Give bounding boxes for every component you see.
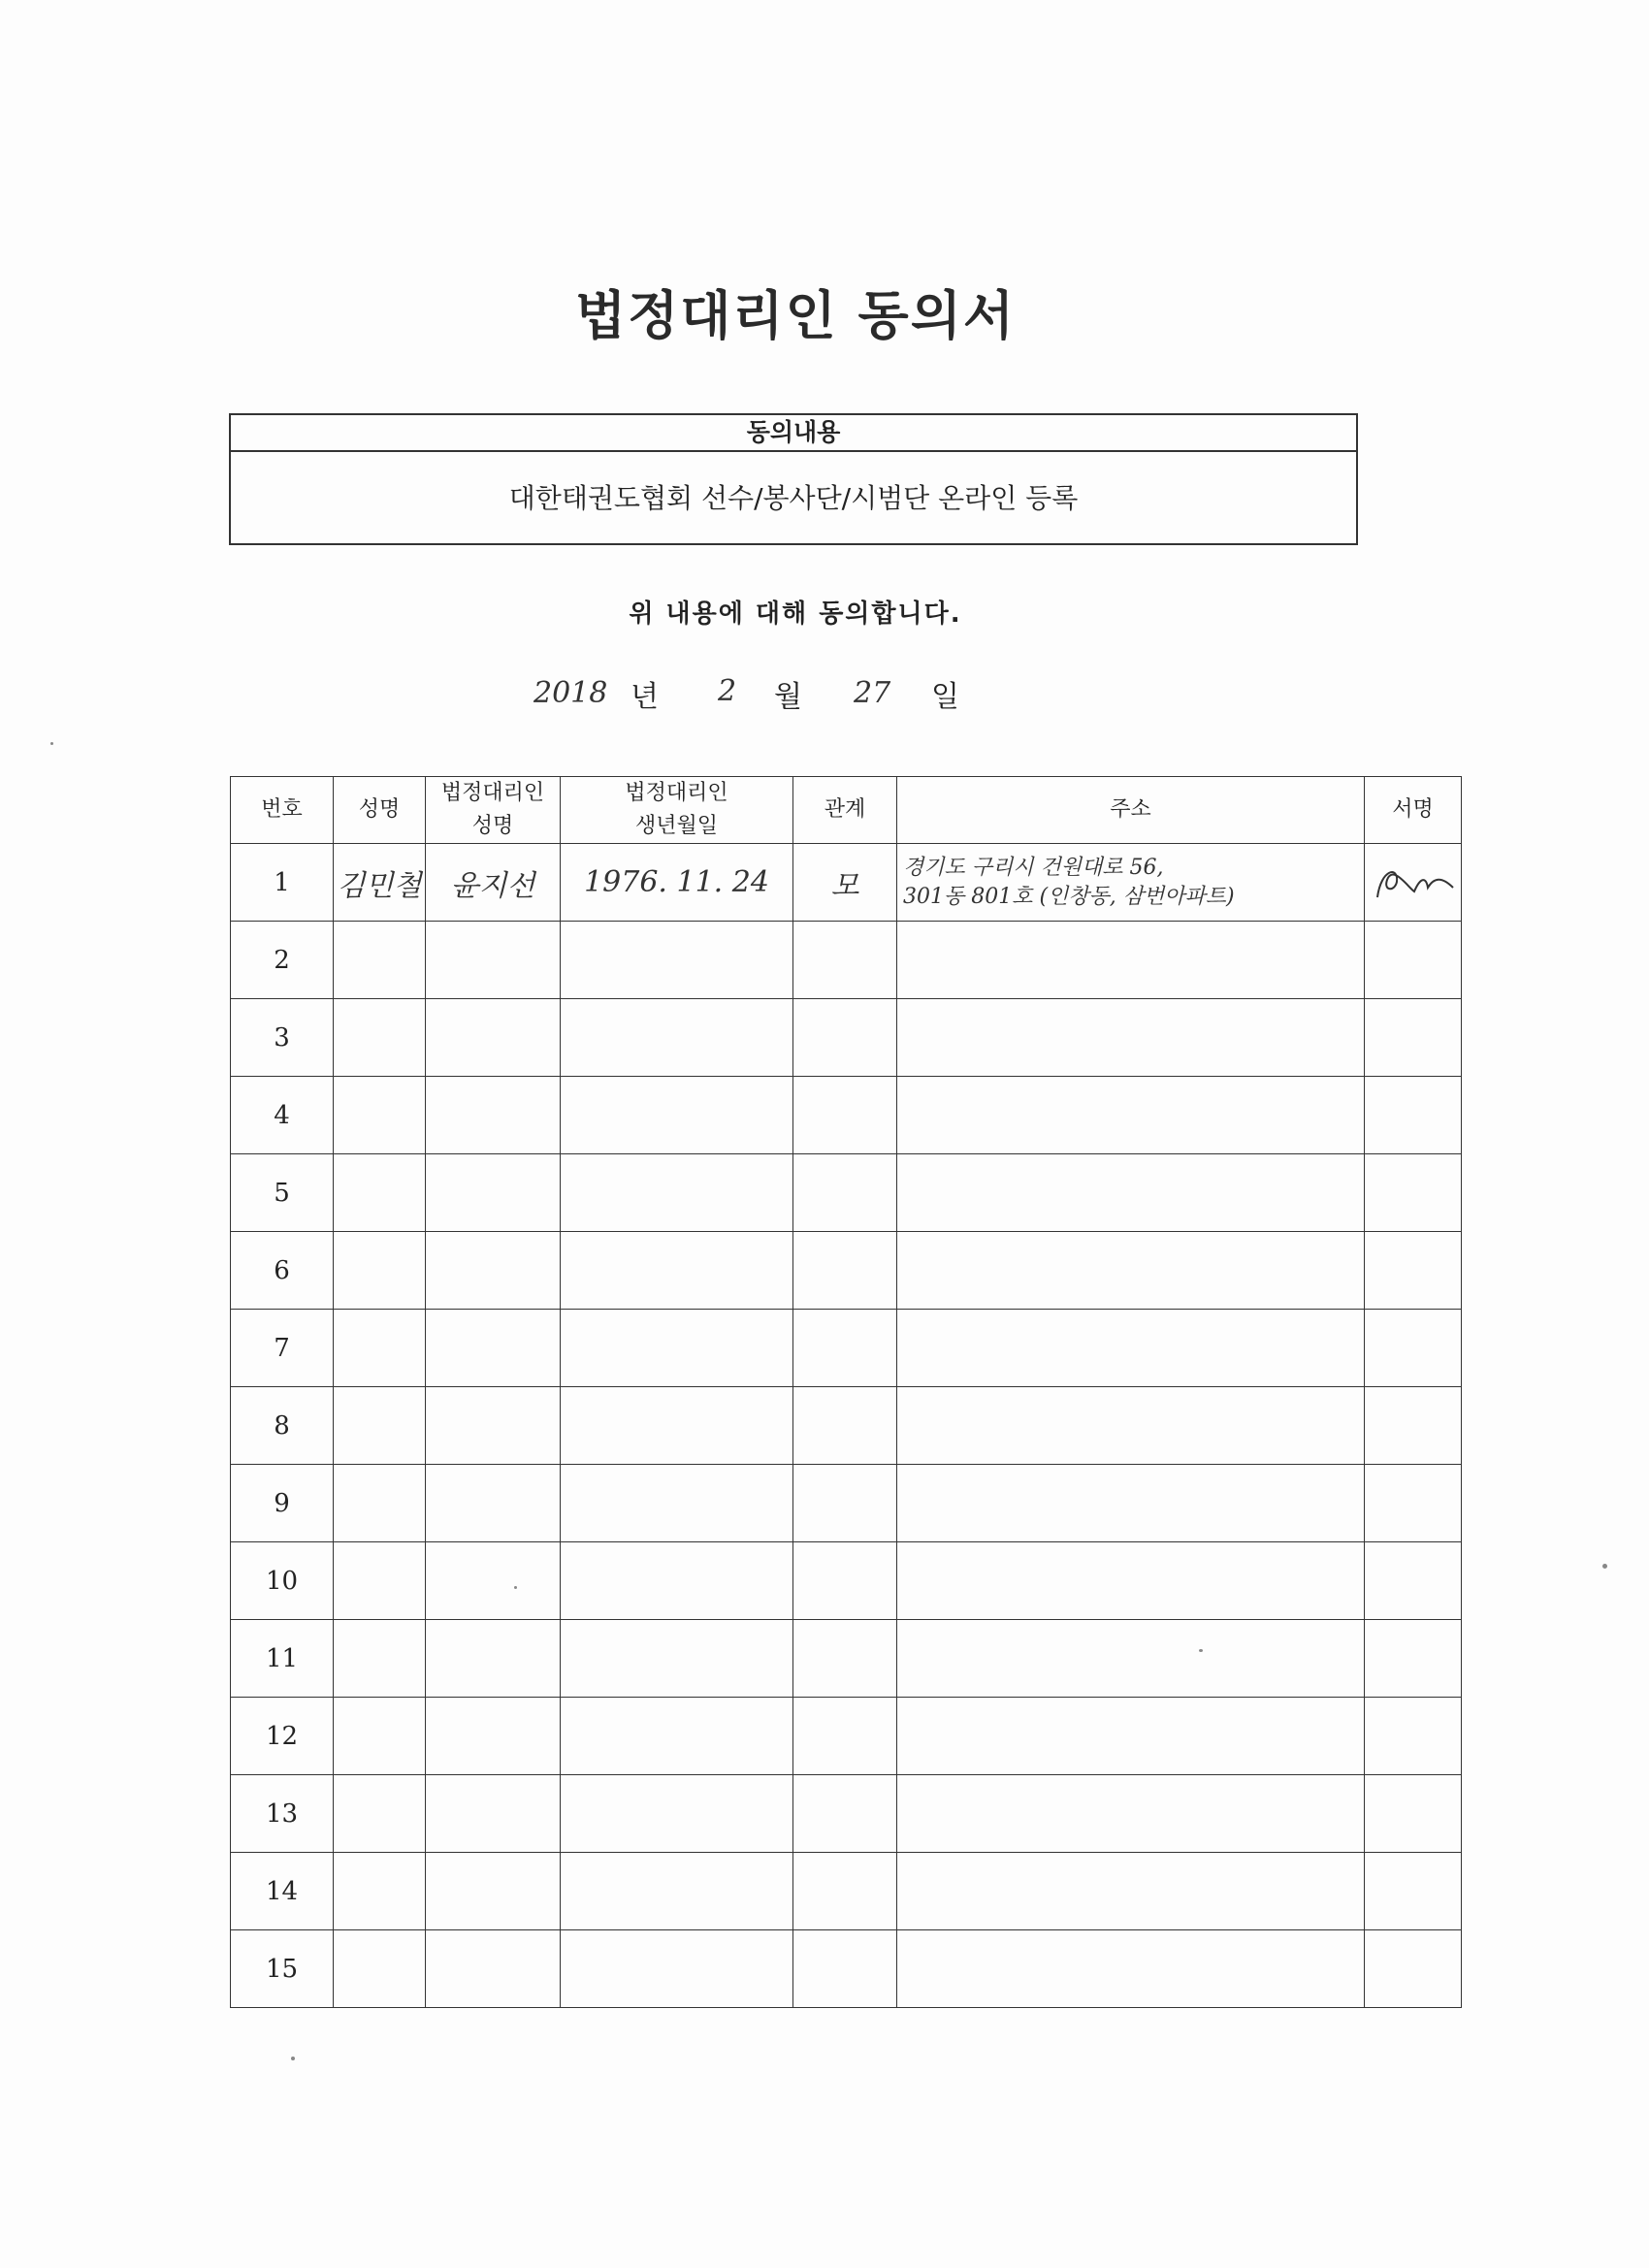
cell-guardian-name	[426, 1232, 561, 1310]
cell-no: 14	[231, 1853, 334, 1930]
cell-signature	[1365, 1930, 1462, 2008]
consent-text: 대한태권도협회 선수/봉사단/시범단 온라인 등록	[508, 482, 1079, 514]
table-row	[231, 1930, 1462, 2008]
cell-signature	[1365, 1698, 1462, 1775]
cell-address	[897, 1465, 1365, 1542]
cell-name	[334, 1853, 426, 1930]
date-day: 27	[854, 676, 891, 710]
scan-speck	[50, 742, 53, 745]
cell-signature	[1365, 1542, 1462, 1620]
cell-guardian-name	[426, 1154, 561, 1232]
cell-relation	[793, 1154, 897, 1232]
cell-name	[334, 922, 426, 999]
cell-signature	[1365, 1077, 1462, 1154]
cell-guardian-name	[426, 1542, 561, 1620]
cell-signature	[1365, 1387, 1462, 1465]
cell-guardian-name	[426, 922, 561, 999]
scan-speck	[1199, 1649, 1203, 1652]
cell-no: 1	[231, 844, 334, 922]
date-day-unit: 일	[931, 680, 959, 714]
cell-address	[897, 922, 1365, 999]
cell-guardian-dob	[561, 1930, 793, 2008]
cell-relation	[793, 1542, 897, 1620]
address-line: 경기도 구리시 건원대로 56,	[903, 855, 1164, 880]
cell-no: 6	[231, 1232, 334, 1310]
cell-name	[334, 1232, 426, 1310]
header-guardian-name: 법정대리인 성명	[426, 777, 561, 844]
cell-relation	[793, 1077, 897, 1154]
cell-guardian-dob	[561, 1620, 793, 1698]
date-year-unit: 년	[630, 680, 659, 714]
consent-box	[229, 413, 1358, 545]
cell-name	[334, 1620, 426, 1698]
cell-name	[334, 1698, 426, 1775]
cell-no: 5	[231, 1154, 334, 1232]
cell-relation	[793, 1698, 897, 1775]
cell-signature	[1365, 1853, 1462, 1930]
cell-name	[334, 1077, 426, 1154]
table-header-row	[231, 777, 1462, 844]
header-no: 번호	[231, 777, 334, 844]
cell-no: 11	[231, 1620, 334, 1698]
cell-relation	[793, 1853, 897, 1930]
cell-guardian-name	[426, 1620, 561, 1698]
table-row	[231, 1542, 1462, 1620]
table-row	[231, 1465, 1462, 1542]
scan-speck	[1602, 1564, 1607, 1569]
cell-guardian-name	[426, 1930, 561, 2008]
cell-no: 9	[231, 1465, 334, 1542]
cell-no: 12	[231, 1698, 334, 1775]
cell-address	[897, 1232, 1365, 1310]
cell-guardian-dob	[561, 922, 793, 999]
cell-address	[897, 1930, 1365, 2008]
cell-name	[334, 1387, 426, 1465]
cell-relation	[793, 1930, 897, 2008]
table-row	[231, 999, 1462, 1077]
cell-guardian-name: 윤지선	[426, 844, 561, 922]
cell-guardian-name	[426, 1775, 561, 1853]
cell-signature	[1365, 1232, 1462, 1310]
cell-address	[897, 1620, 1365, 1698]
cell-guardian-name	[426, 1077, 561, 1154]
table-row	[231, 1310, 1462, 1387]
scan-speck	[291, 2057, 295, 2060]
cell-signature	[1365, 1154, 1462, 1232]
cell-signature	[1365, 1775, 1462, 1853]
cell-signature	[1365, 1310, 1462, 1387]
cell-name	[334, 1930, 426, 2008]
cell-guardian-dob	[561, 1853, 793, 1930]
cell-guardian-dob: 1976. 11. 24	[561, 844, 793, 922]
address-line: 301동 801호 (인창동, 삼번아파트)	[903, 884, 1235, 909]
cell-address	[897, 1310, 1365, 1387]
cell-relation: 모	[793, 844, 897, 922]
cell-relation	[793, 999, 897, 1077]
cell-address	[897, 999, 1365, 1077]
date-month: 2	[718, 674, 737, 708]
cell-no: 4	[231, 1077, 334, 1154]
header-address: 주소	[897, 777, 1365, 844]
date-year: 2018	[534, 676, 608, 710]
cell-relation	[793, 1465, 897, 1542]
document-title: 법정대리인 동의서	[574, 284, 1017, 346]
cell-relation	[793, 1232, 897, 1310]
cell-signature	[1365, 1465, 1462, 1542]
cell-guardian-dob	[561, 1154, 793, 1232]
header-guardian-dob: 법정대리인 생년월일	[561, 777, 793, 844]
cell-guardian-name	[426, 1465, 561, 1542]
consent-header: 동의내용	[231, 415, 1356, 452]
cell-no: 8	[231, 1387, 334, 1465]
cell-guardian-name	[426, 1310, 561, 1387]
cell-name: 김민철	[334, 844, 426, 922]
header-name: 성명	[334, 777, 426, 844]
cell-guardian-dob	[561, 1310, 793, 1387]
cell-guardian-name	[426, 999, 561, 1077]
cell-guardian-name	[426, 1387, 561, 1465]
date-month-unit: 월	[774, 680, 802, 714]
scan-speck	[514, 1586, 517, 1589]
header-relation: 관계	[793, 777, 897, 844]
table-row	[231, 1620, 1462, 1698]
cell-no: 3	[231, 999, 334, 1077]
cell-guardian-dob	[561, 1542, 793, 1620]
cell-guardian-dob	[561, 999, 793, 1077]
cell-address	[897, 1853, 1365, 1930]
table-row	[231, 1698, 1462, 1775]
table-row	[231, 1853, 1462, 1930]
cell-relation	[793, 1387, 897, 1465]
table-row	[231, 844, 1462, 922]
cell-address	[897, 1775, 1365, 1853]
cell-signature	[1365, 999, 1462, 1077]
cell-relation	[793, 1620, 897, 1698]
table-row	[231, 1077, 1462, 1154]
cell-address	[897, 1154, 1365, 1232]
table-row	[231, 1154, 1462, 1232]
table-row	[231, 1232, 1462, 1310]
cell-no: 15	[231, 1930, 334, 2008]
cell-address	[897, 1698, 1365, 1775]
cell-address	[897, 1077, 1365, 1154]
cell-no: 7	[231, 1310, 334, 1387]
table-row	[231, 1775, 1462, 1853]
cell-relation	[793, 922, 897, 999]
cell-guardian-dob	[561, 1465, 793, 1542]
agreement-statement: 위 내용에 대해 동의합니다.	[629, 599, 962, 629]
registration-table	[230, 776, 1462, 2008]
cell-guardian-name	[426, 1853, 561, 1930]
header-signature: 서명	[1365, 777, 1462, 844]
cell-guardian-dob	[561, 1775, 793, 1853]
cell-name	[334, 999, 426, 1077]
cell-address	[897, 844, 1365, 922]
cell-name	[334, 1542, 426, 1620]
cell-signature	[1365, 922, 1462, 999]
cell-guardian-dob	[561, 1698, 793, 1775]
cell-signature	[1365, 844, 1462, 922]
cell-relation	[793, 1310, 897, 1387]
cell-name	[334, 1465, 426, 1542]
cell-signature	[1365, 1620, 1462, 1698]
cell-guardian-dob	[561, 1387, 793, 1465]
cell-name	[334, 1310, 426, 1387]
cell-address	[897, 1387, 1365, 1465]
table-row	[231, 922, 1462, 999]
cell-no: 13	[231, 1775, 334, 1853]
cell-name	[334, 1154, 426, 1232]
cell-relation	[793, 1775, 897, 1853]
signature-icon	[1370, 859, 1457, 907]
table-row	[231, 1387, 1462, 1465]
cell-guardian-name	[426, 1698, 561, 1775]
cell-guardian-dob	[561, 1232, 793, 1310]
cell-guardian-dob	[561, 1077, 793, 1154]
cell-name	[334, 1775, 426, 1853]
cell-no: 2	[231, 922, 334, 999]
cell-address	[897, 1542, 1365, 1620]
cell-no: 10	[231, 1542, 334, 1620]
